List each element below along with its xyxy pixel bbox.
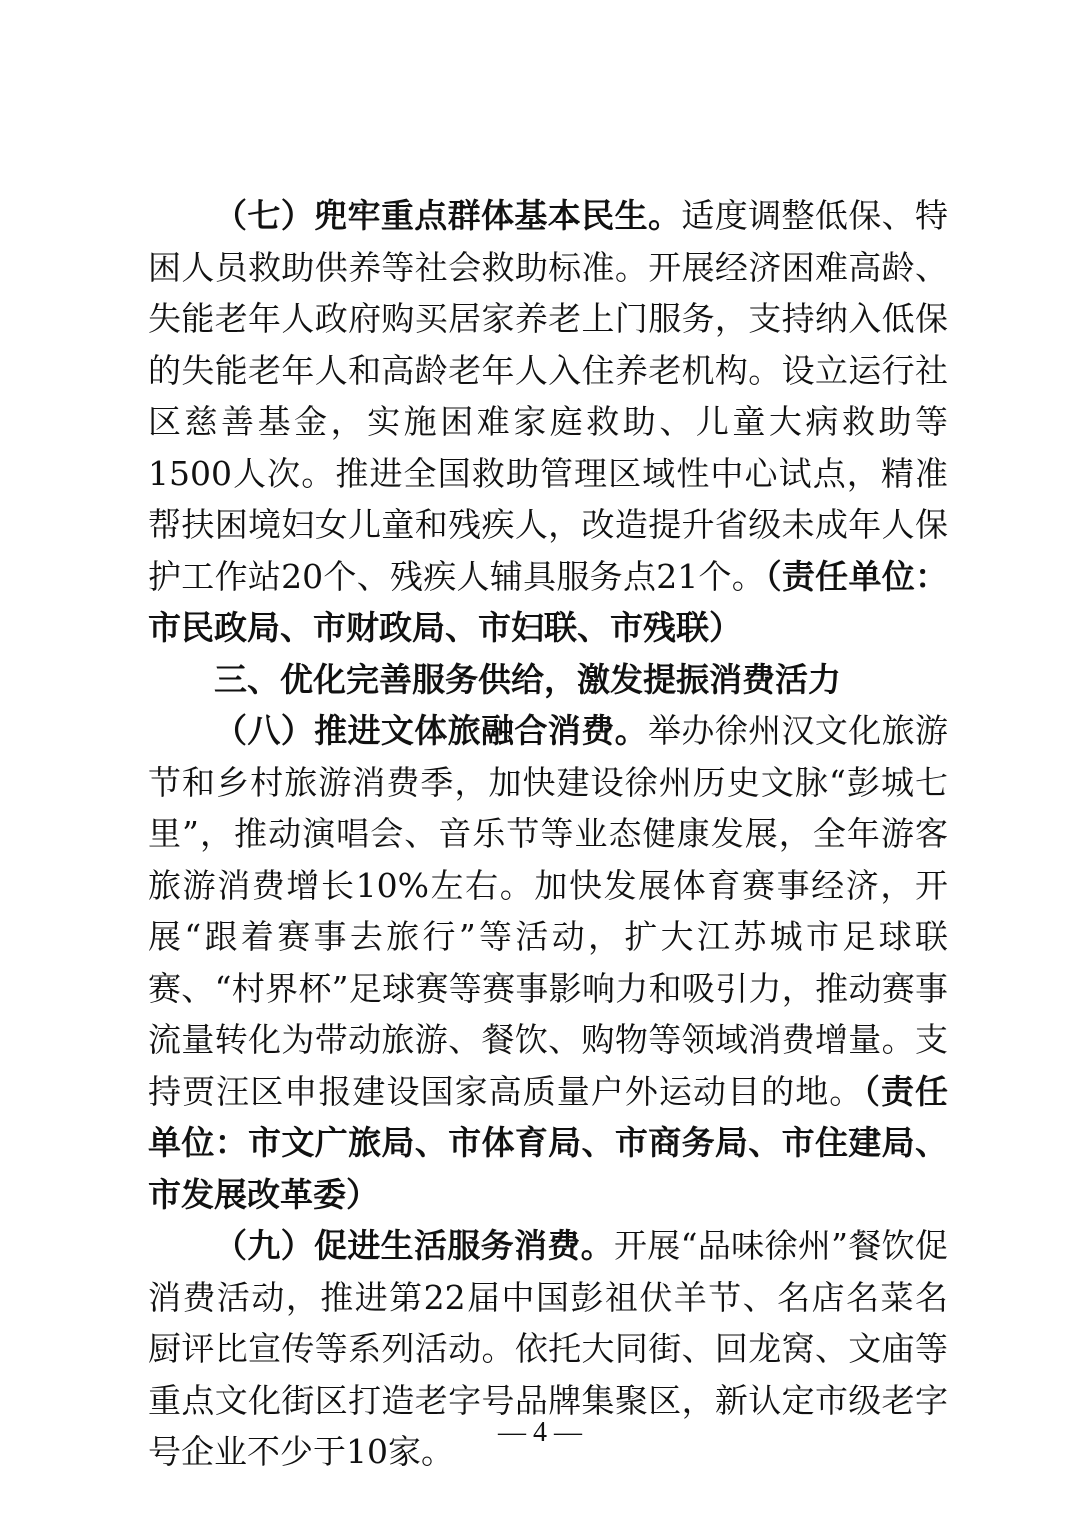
paragraph-title: （七）兜牢重点群体基本民生。	[214, 196, 682, 235]
paragraph-body: 举办徐州汉文化旅游节和乡村旅游消费季，加快建设徐州历史文脉“彭城七里”，推动演唱会、音乐节等业态健康发展，全年游客旅游消费增长10%左右。加快发展体育赛事经济，开展“跟着赛事去旅行”等活动，扩大江苏城市足球联赛、“村界杯”足球赛等赛事影响力和吸引力，推动赛事流量转化为带动旅游、餐饮、购物等领域消费增量。支持贾汪区申报建设国家高质量户外运动目的地。	[148, 711, 949, 1111]
section-heading: 三、优化完善服务供给，激发提振消费活力	[214, 659, 841, 699]
paragraph-body: 适度调整低保、特困人员救助供养等社会救助标准。开展经济困难高龄、失能老年人政府购买居家养老上门服务，支持纳入低保的失能老年人和高龄老年人入住养老机构。设立运行社区慈善基金，实施困难家庭救助、儿童大病救助等1500人次。推进全国救助管理区域性中心试点，精准帮扶困境妇女儿童和残疾人，改造提升省级未成年人保护工作站20个、残疾人辅具服务点21个。	[148, 196, 949, 596]
page-number: — 4 —	[498, 1417, 582, 1448]
paragraph-title: （九）促进生活服务消费。	[214, 1226, 614, 1265]
responsibility-units: （责任单位：市民政局、市财政局、市妇联、市残联）	[148, 556, 949, 647]
paragraph-7	[148, 190, 948, 654]
responsibility-units: （责任单位：市文广旅局、市体育局、市商务局、市住建局、市发展改革委）	[148, 1071, 949, 1214]
paragraph-8	[148, 705, 948, 1220]
paragraph-body: 开展“品味徐州”餐饮促消费活动，推进第22届中国彭祖伏羊节、名店名菜名厨评比宣传等系列活动。依托大同街、回龙窝、文庙等重点文化街区打造老字号品牌集聚区，新认定市级老字号企业不少于10家。	[148, 1226, 949, 1471]
document-body	[148, 190, 948, 1478]
paragraph-title: （八）推进文体旅融合消费。	[214, 711, 648, 750]
